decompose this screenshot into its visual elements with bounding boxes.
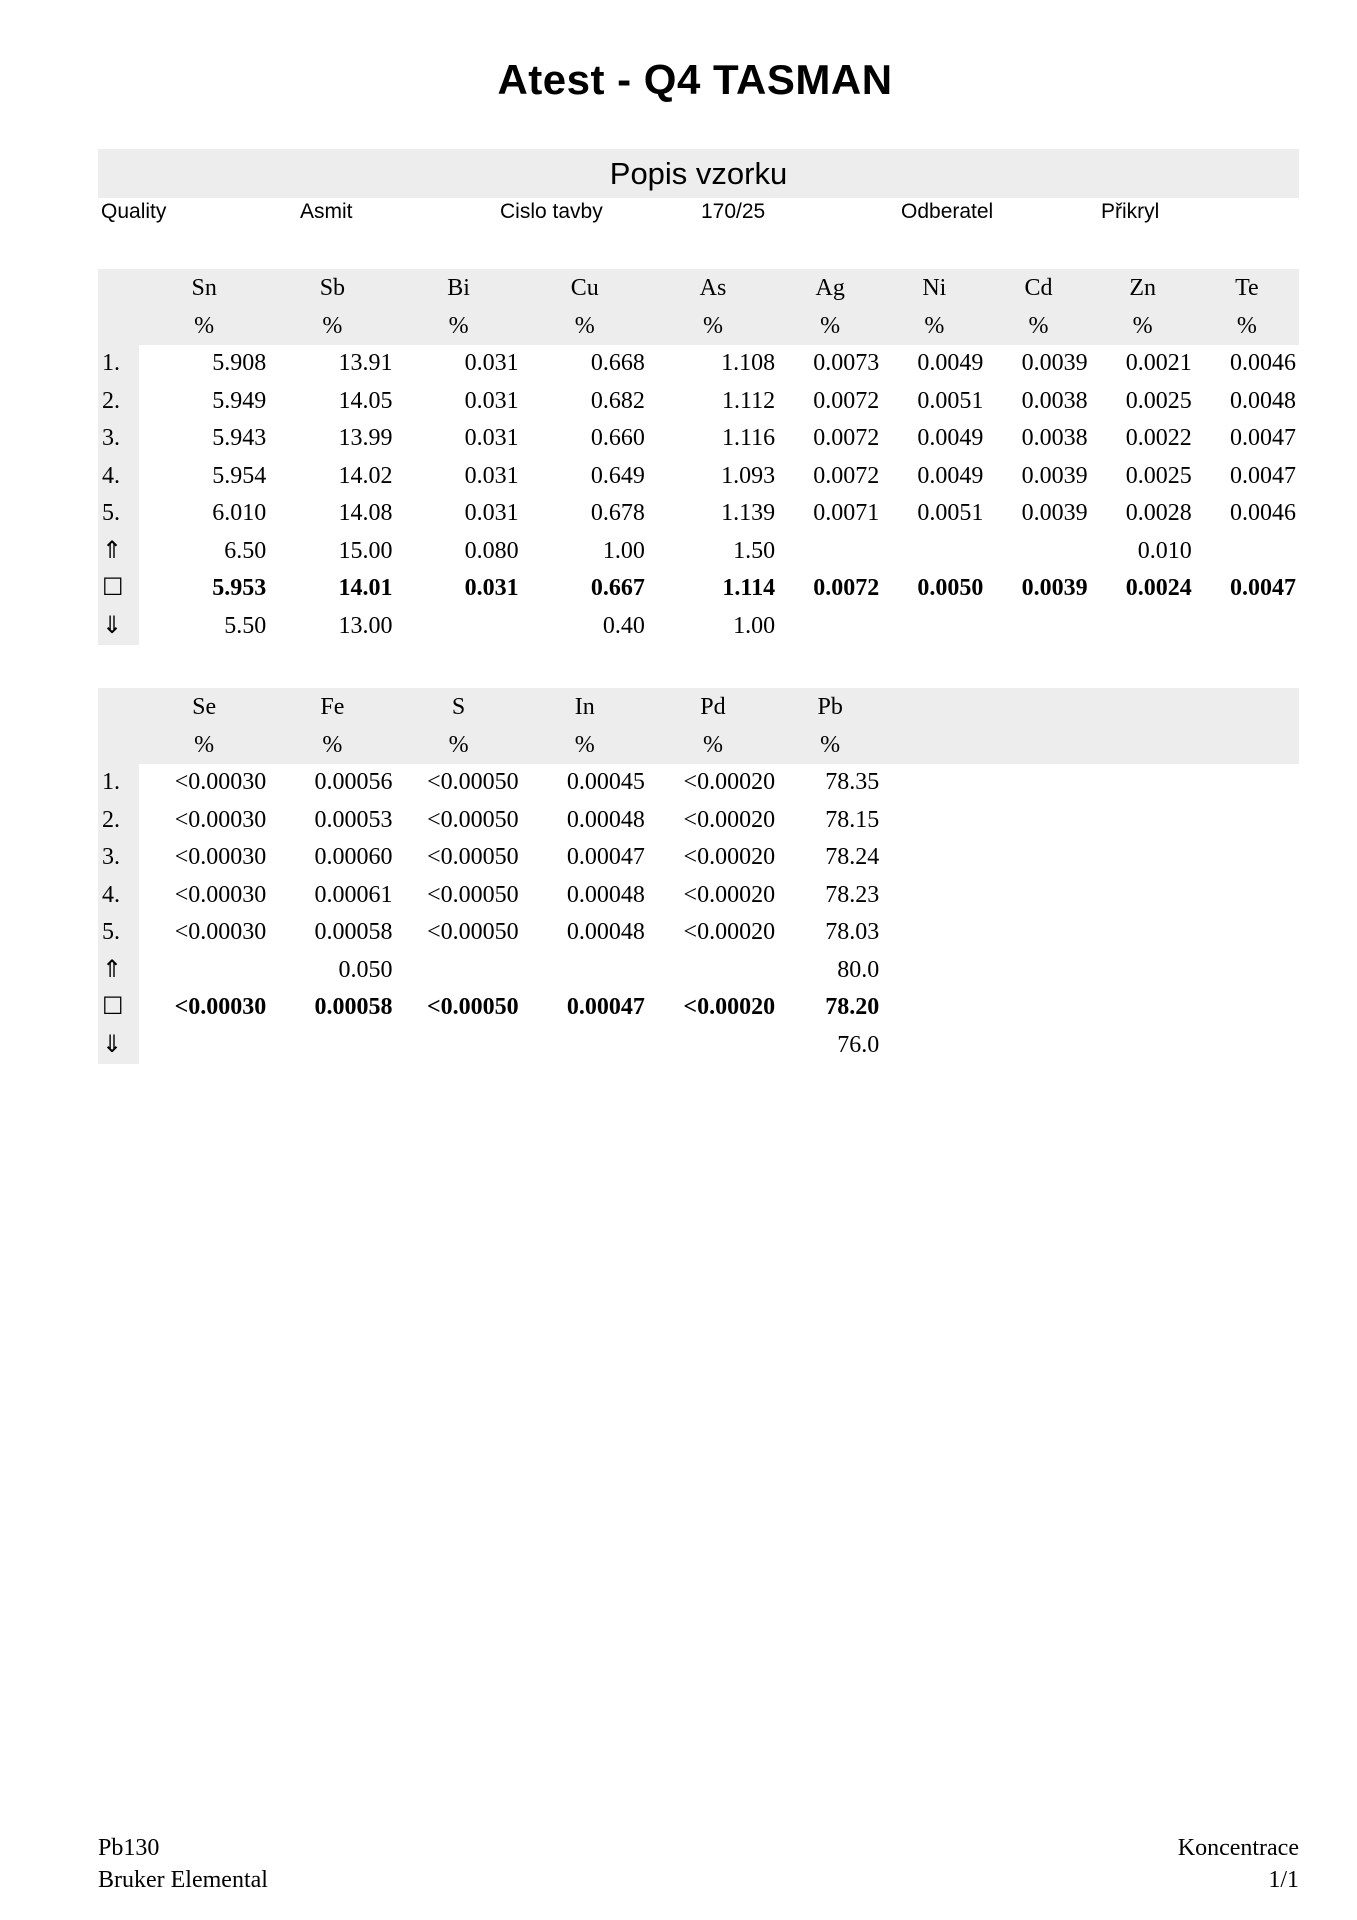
value-cell: 0.0039: [1021, 500, 1088, 526]
empty-cell: [1195, 914, 1299, 952]
value-cell: 0.0051: [917, 387, 984, 414]
unit-header: %: [986, 307, 1090, 345]
empty-cell: [882, 914, 986, 952]
empty-cell: [882, 1027, 986, 1065]
value-cell: 0.0049: [917, 425, 984, 451]
value-cell: 0.0022: [1125, 425, 1192, 451]
value-cell: <0.00050: [427, 881, 519, 908]
value-cell: 0.682: [590, 387, 645, 414]
value-cell: 0.0072: [813, 387, 880, 414]
empty-cell: [882, 764, 986, 802]
empty-cell: [882, 839, 986, 877]
company-name: Bruker Elemental: [98, 1867, 268, 1893]
measurement-row: [98, 345, 1299, 383]
unit-header: %: [522, 307, 648, 345]
value-cell: 0.0028: [1125, 500, 1192, 526]
value-cell: 0.031: [464, 350, 519, 376]
value-cell: 13.91: [338, 350, 393, 376]
report-title: Atest - Q4 TASMAN: [497, 56, 893, 103]
row-label: ⇑: [98, 533, 139, 571]
measurement-row: [98, 764, 1299, 802]
value-cell: 0.00058: [314, 994, 393, 1020]
value-cell: 78.20: [825, 994, 880, 1020]
value-cell: <0.00020: [683, 769, 776, 795]
row-label: 2.: [98, 383, 139, 421]
empty-cell: [986, 839, 1090, 877]
empty-header-cell: [1091, 726, 1195, 764]
value-cell: 0.0072: [813, 575, 880, 601]
value-cell: 0.00053: [314, 806, 393, 833]
value-cell: <0.00030: [174, 919, 267, 945]
value-cell: <0.00020: [683, 881, 776, 908]
value-cell: 1.00: [602, 537, 645, 564]
value-cell: [778, 533, 882, 571]
value-cell: 78.03: [825, 919, 880, 945]
value-cell: <0.00030: [174, 844, 267, 870]
value-cell: 1.108: [721, 350, 776, 376]
value-cell: 0.0021: [1125, 350, 1192, 376]
value-cell: 14.08: [338, 500, 393, 526]
empty-cell: [986, 1027, 1090, 1065]
row-label: ⇓: [98, 1027, 139, 1065]
value-cell: 0.080: [464, 537, 519, 564]
value-cell: 0.667: [590, 575, 645, 601]
row-label: 3.: [98, 839, 139, 877]
measurement-row: [98, 914, 1299, 952]
value-cell: 78.24: [825, 844, 880, 870]
value-cell: [395, 1027, 521, 1065]
element-header-row: [98, 688, 1299, 726]
element-header: Pd: [648, 688, 778, 726]
value-cell: 0.0039: [1021, 462, 1088, 489]
value-cell: 0.0051: [917, 500, 984, 526]
header-corner: [98, 307, 139, 345]
unit-header: %: [648, 307, 778, 345]
row-label: 3.: [98, 420, 139, 458]
row-label: ☐: [98, 989, 139, 1027]
value-cell: 0.031: [464, 500, 519, 526]
empty-cell: [1195, 839, 1299, 877]
value-cell: 5.943: [212, 425, 267, 451]
element-header: In: [522, 688, 648, 726]
value-cell: [522, 952, 648, 990]
value-cell: [1195, 533, 1299, 571]
value-cell: 0.0049: [917, 462, 984, 489]
sample-heading: Popis vzorku: [98, 149, 1299, 198]
value-cell: 0.0038: [1021, 425, 1088, 451]
value-cell: 76.0: [837, 1031, 880, 1058]
value-cell: 0.0039: [1021, 350, 1088, 376]
value-cell: 0.031: [464, 462, 519, 489]
value-cell: 0.0046: [1230, 500, 1296, 526]
sample-field-value: 170/25: [701, 200, 766, 223]
row-label: ⇓: [98, 608, 139, 646]
value-cell: 0.00060: [314, 844, 393, 870]
value-cell: 0.0073: [813, 350, 880, 376]
row-label: ☐: [98, 570, 139, 608]
results-table-1: [98, 269, 1299, 645]
row-label: ⇑: [98, 952, 139, 990]
value-cell: 78.23: [825, 881, 880, 908]
empty-cell: [986, 989, 1090, 1027]
value-cell: 0.0071: [813, 500, 880, 526]
value-cell: [778, 608, 882, 646]
value-cell: 14.02: [338, 462, 393, 489]
value-cell: <0.00030: [174, 806, 267, 833]
value-cell: [395, 608, 521, 646]
element-header: Sb: [269, 269, 395, 307]
value-cell: <0.00050: [427, 806, 519, 833]
value-cell: 0.678: [590, 500, 645, 526]
value-cell: 0.031: [464, 575, 519, 601]
value-cell: 14.05: [338, 387, 393, 414]
value-cell: 0.031: [464, 425, 519, 451]
empty-header-cell: [882, 688, 986, 726]
lower-limit-row: [98, 608, 1299, 646]
header-corner: [98, 726, 139, 764]
value-cell: 13.99: [338, 425, 393, 451]
empty-cell: [986, 802, 1090, 840]
value-cell: 0.050: [338, 956, 393, 983]
element-header: Cd: [986, 269, 1090, 307]
sample-description: [98, 149, 1299, 230]
empty-cell: [882, 877, 986, 915]
value-cell: 6.010: [212, 500, 267, 526]
value-cell: [648, 952, 778, 990]
measurement-row: [98, 383, 1299, 421]
value-cell: 0.668: [590, 350, 645, 376]
empty-header-cell: [1195, 688, 1299, 726]
value-cell: <0.00050: [427, 769, 519, 795]
unit-header-row: [98, 307, 1299, 345]
value-cell: 0.0047: [1230, 425, 1296, 451]
element-header: Cu: [522, 269, 648, 307]
value-cell: 0.00056: [314, 769, 393, 795]
element-header: Bi: [395, 269, 521, 307]
value-cell: <0.00020: [683, 994, 776, 1020]
unit-header: %: [778, 307, 882, 345]
value-cell: 15.00: [338, 537, 393, 564]
empty-cell: [1195, 989, 1299, 1027]
empty-cell: [1195, 1027, 1299, 1065]
value-cell: 0.00061: [314, 881, 393, 908]
measurement-row: [98, 458, 1299, 496]
value-cell: <0.00050: [426, 994, 519, 1020]
header-corner: [98, 688, 139, 726]
value-cell: <0.00050: [427, 844, 519, 870]
results-table-2: [98, 688, 1299, 1064]
sample-field-label: Odberatel: [901, 200, 994, 223]
measurement-row: [98, 420, 1299, 458]
value-cell: 1.50: [733, 537, 776, 564]
page-number: 1/1: [1268, 1867, 1299, 1893]
value-cell: 0.00047: [566, 844, 645, 870]
empty-header-cell: [986, 726, 1090, 764]
sample-field-label: Cislo tavby: [500, 200, 603, 223]
value-cell: 0.010: [1137, 537, 1192, 564]
value-cell: <0.00050: [427, 919, 519, 945]
empty-cell: [1195, 802, 1299, 840]
value-cell: [986, 608, 1090, 646]
value-cell: 0.0050: [917, 575, 984, 601]
unit-header: %: [648, 726, 778, 764]
element-header-row: [98, 269, 1299, 307]
measurement-row: [98, 839, 1299, 877]
unit-header: %: [1091, 307, 1195, 345]
unit-header: %: [395, 726, 521, 764]
value-cell: 1.093: [721, 462, 776, 489]
value-cell: 5.954: [212, 462, 267, 489]
empty-cell: [882, 989, 986, 1027]
unit-header: %: [395, 307, 521, 345]
empty-header-cell: [882, 726, 986, 764]
value-cell: 14.01: [338, 575, 393, 601]
value-cell: 1.116: [721, 425, 776, 451]
value-cell: 78.35: [825, 769, 880, 795]
value-cell: 0.0025: [1125, 387, 1192, 414]
empty-cell: [1195, 764, 1299, 802]
value-cell: 1.139: [721, 500, 776, 526]
value-cell: [882, 608, 986, 646]
average-row: [98, 570, 1299, 608]
empty-cell: [882, 802, 986, 840]
value-cell: <0.00020: [683, 919, 776, 945]
value-cell: 0.0046: [1230, 350, 1296, 376]
measurement-row: [98, 877, 1299, 915]
value-cell: <0.00030: [174, 881, 267, 908]
value-cell: 0.0039: [1021, 575, 1088, 601]
element-header: Zn: [1091, 269, 1195, 307]
row-label: 4.: [98, 877, 139, 915]
value-cell: [986, 533, 1090, 571]
mode-label: Koncentrace: [1177, 1835, 1299, 1861]
empty-cell: [986, 952, 1090, 990]
upper-limit-row: [98, 952, 1299, 990]
value-cell: 13.00: [338, 612, 393, 639]
element-header: Fe: [269, 688, 395, 726]
value-cell: 6.50: [224, 537, 267, 564]
element-header: S: [395, 688, 521, 726]
value-cell: 0.00058: [314, 919, 393, 945]
empty-cell: [986, 877, 1090, 915]
value-cell: 5.50: [224, 612, 267, 639]
value-cell: 80.0: [837, 956, 880, 983]
unit-header-row: [98, 726, 1299, 764]
row-label: 5.: [98, 914, 139, 952]
measurement-row: [98, 802, 1299, 840]
empty-cell: [986, 914, 1090, 952]
value-cell: [1091, 608, 1195, 646]
value-cell: 0.00048: [566, 806, 645, 833]
unit-header: %: [522, 726, 648, 764]
value-cell: [1195, 608, 1299, 646]
empty-cell: [1195, 952, 1299, 990]
empty-cell: [1091, 989, 1195, 1027]
value-cell: 0.0047: [1230, 575, 1296, 601]
unit-header: %: [139, 726, 269, 764]
value-cell: 0.031: [464, 387, 519, 414]
value-cell: 0.00048: [566, 919, 645, 945]
value-cell: 0.0047: [1230, 462, 1296, 489]
value-cell: 0.0049: [917, 350, 984, 376]
value-cell: 0.0038: [1021, 387, 1088, 414]
value-cell: 0.0025: [1125, 462, 1192, 489]
value-cell: 0.0024: [1125, 575, 1192, 601]
empty-cell: [1091, 764, 1195, 802]
value-cell: <0.00020: [683, 844, 776, 870]
element-header: Se: [139, 688, 269, 726]
empty-cell: [986, 764, 1090, 802]
unit-header: %: [1195, 307, 1299, 345]
footer-right: [1178, 1832, 1299, 1896]
value-cell: 0.0048: [1230, 387, 1296, 414]
empty-cell: [1091, 952, 1195, 990]
element-header: Ni: [882, 269, 986, 307]
value-cell: 0.00048: [566, 881, 645, 908]
empty-cell: [1091, 914, 1195, 952]
value-cell: [269, 1027, 395, 1065]
element-header: Sn: [139, 269, 269, 307]
header-corner: [98, 269, 139, 307]
value-cell: <0.00030: [174, 994, 267, 1020]
value-cell: <0.00020: [683, 806, 776, 833]
empty-header-cell: [1091, 688, 1195, 726]
value-cell: 5.949: [212, 387, 267, 414]
value-cell: 0.0072: [813, 462, 880, 489]
value-cell: 78.15: [825, 806, 880, 833]
value-cell: [522, 1027, 648, 1065]
row-label: 5.: [98, 495, 139, 533]
sample-field-label: Quality: [101, 200, 167, 223]
value-cell: 5.953: [212, 575, 267, 601]
footer-left: [98, 1832, 268, 1896]
unit-header: %: [778, 726, 882, 764]
element-header: Te: [1195, 269, 1299, 307]
row-label: 2.: [98, 802, 139, 840]
value-cell: [882, 533, 986, 571]
sample-field-value: Přikryl: [1101, 200, 1160, 223]
empty-cell: [1091, 802, 1195, 840]
value-cell: 0.649: [590, 462, 645, 489]
row-label: 4.: [98, 458, 139, 496]
value-cell: [139, 1027, 269, 1065]
measurement-row: [98, 495, 1299, 533]
value-cell: 0.00045: [566, 769, 645, 795]
unit-header: %: [269, 726, 395, 764]
element-header: Ag: [778, 269, 882, 307]
average-row: [98, 989, 1299, 1027]
value-cell: 1.114: [722, 575, 776, 601]
value-cell: [648, 1027, 778, 1065]
element-header: Pb: [778, 688, 882, 726]
empty-header-cell: [986, 688, 1090, 726]
value-cell: 0.660: [590, 425, 645, 451]
unit-header: %: [269, 307, 395, 345]
unit-header: %: [882, 307, 986, 345]
method-name: Pb130: [98, 1835, 160, 1861]
unit-header: %: [139, 307, 269, 345]
empty-cell: [1195, 877, 1299, 915]
empty-cell: [882, 952, 986, 990]
empty-header-cell: [1195, 726, 1299, 764]
value-cell: 5.908: [212, 350, 267, 376]
empty-cell: [1091, 1027, 1195, 1065]
value-cell: 1.00: [733, 612, 776, 639]
empty-cell: [1091, 877, 1195, 915]
value-cell: 0.40: [602, 612, 645, 639]
value-cell: 0.00047: [566, 994, 645, 1020]
value-cell: 1.112: [721, 387, 776, 414]
sample-field-value: Asmit: [300, 200, 353, 223]
lower-limit-row: [98, 1027, 1299, 1065]
upper-limit-row: [98, 533, 1299, 571]
row-label: 1.: [98, 345, 139, 383]
row-label: 1.: [98, 764, 139, 802]
value-cell: [139, 952, 269, 990]
value-cell: <0.00030: [174, 769, 267, 795]
value-cell: [395, 952, 521, 990]
element-header: As: [648, 269, 778, 307]
empty-cell: [1091, 839, 1195, 877]
sample-fields-row: [98, 198, 1299, 230]
value-cell: 0.0072: [813, 425, 880, 451]
